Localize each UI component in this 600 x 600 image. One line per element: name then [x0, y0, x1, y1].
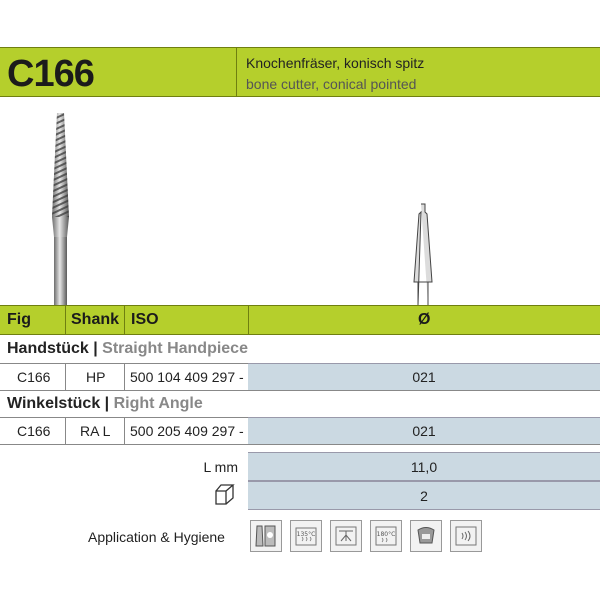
row-iso: 500 205 409 297 -: [130, 423, 244, 439]
column-divider: [65, 305, 66, 335]
product-description-de: Knochenfräser, konisch spitz: [246, 55, 425, 71]
column-divider: [248, 305, 249, 335]
pack-value: 2: [420, 488, 428, 504]
disinfection-icon: [290, 520, 322, 552]
length-label: L mm: [203, 459, 238, 475]
section-title-en: Straight Handpiece: [102, 340, 248, 357]
cell-divider: [65, 418, 66, 444]
row-fig: C166: [17, 423, 51, 439]
row-fig: C166: [17, 369, 51, 385]
svg-text:135°C: 135°C: [296, 531, 316, 538]
row-diameter: 021: [412, 369, 436, 385]
cell-divider: [65, 364, 66, 390]
column-fig: Fig: [7, 311, 31, 328]
row-diameter: 021: [412, 423, 436, 439]
title-bar-top-border: [0, 47, 600, 48]
row-separator: [0, 390, 600, 391]
section-title-en: Right Angle: [113, 395, 203, 412]
product-image-area: [0, 97, 600, 305]
title-bar-divider: [236, 47, 237, 97]
column-header-top-border: [0, 305, 600, 306]
column-diameter: Ø: [418, 311, 431, 328]
pack-cell: [248, 481, 600, 510]
row-shank: RA L: [80, 423, 111, 439]
cleaning-brush-icon: [410, 520, 442, 552]
box-icon: [213, 481, 239, 507]
column-iso: ISO: [131, 311, 159, 328]
product-description-en: bone cutter, conical pointed: [246, 76, 417, 92]
bur-photo: [30, 107, 90, 305]
column-shank: Shank: [71, 311, 120, 328]
thermodisinfector-icon: [330, 520, 362, 552]
hygiene-label: Application & Hygiene: [88, 529, 225, 545]
hygiene-icons: [250, 520, 482, 552]
section-title-right-angle: [7, 395, 203, 413]
bur-drawing: [408, 202, 438, 305]
sterilization-icon: [370, 520, 402, 552]
length-value: 11,0: [410, 459, 438, 475]
row-separator: [0, 444, 600, 445]
diameter-cell: [248, 417, 600, 445]
column-header-bottom-border: [0, 334, 600, 335]
product-code: C166: [7, 53, 94, 95]
row-iso: 500 104 409 297 -: [130, 369, 244, 385]
section-title-handpiece: [7, 340, 248, 358]
column-divider: [124, 305, 125, 335]
svg-text:180°C: 180°C: [376, 531, 396, 538]
ultrasonic-icon: [450, 520, 482, 552]
bone-application-icon: [250, 520, 282, 552]
diameter-cell: [248, 363, 600, 391]
section-title-de: Winkelstück |: [7, 395, 110, 412]
section-title-de: Handstück |: [7, 340, 98, 357]
cell-divider: [124, 418, 125, 444]
row-shank: HP: [86, 369, 106, 385]
cell-divider: [124, 364, 125, 390]
length-cell: [248, 452, 600, 481]
